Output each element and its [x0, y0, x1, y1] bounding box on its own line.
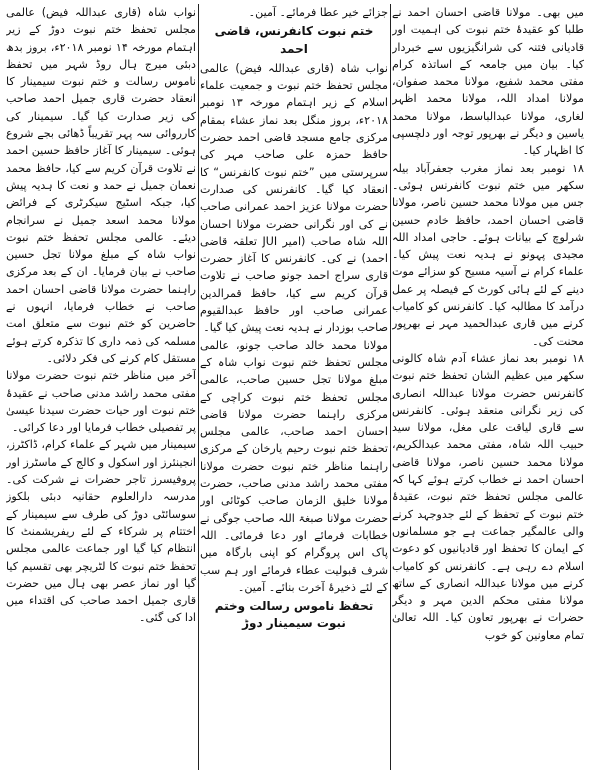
- paragraph: نواب شاہ (قاری عبداللہ فیض) عالمی مجلس تحفظ ختم نبوت دوڑ کے زیر اہتمام مورخہ ۱۴ نومبر ۲۰۱۸ء، بروز بدھ دبئی میرج ہال روڈ شہر میں تحفظ ناموس رسالت و ختم نبوت سیمینار کا انعقاد حضرت قاری جمیل احمد صاحب کی زیر صدارت کیا گیا۔ سیمینار کی کارروائی سہ پہر تقریباً ڈھائی بجے شروع ہوئی۔ سیمینار کا آغاز حافظ حسین احمد نے تلاوت قرآن کریم سے کیا، حافظ محمد نعمان جمیل نے حمد و نعت کا ہدیہ پیش کیا، جبکہ اسٹیج سیکرٹری کے فرائض مولانا محمد اسعد جمیل نے سرانجام دیئے۔ عالمی مجلس تحفظ ختم نبوت نواب شاہ کے مبلغ مولانا تجل حسین صاحب نے بیان فرمایا۔ ان کے بعد مرکزی راہنما حضرت مولانا قاضی احسان احمد صاحب نے خطاب فرمایا، انہوں نے حاضرین کو ختم نبوت سے متعلق امت مسلمہ کی ذمہ داری کا تذکرہ کرتے ہوئے مستقل کام کرنے کی فکر دلائی۔: [6, 6, 196, 365]
- paragraph: سیمینار میں شہر کے علماء کرام، ڈاکٹرز، انجینئرز اور اسکول و کالج کے ماسٹرز اور پروفیسرز تاجر حضرات نے شرکت کی۔ مدرسہ دارالعلوم حقانیہ دبئی بلکوز سوسائٹی دوڑ کی طرف سے سیمینار کے اختتام پر شرکاء کے لئے ریفریشمنٹ کا انتظام کیا گیا اور جماعت عالمی مجلس تحفظ ختم نبوت کا لٹریچر بھی تقسیم کیا گیا اور نماز عصر بھی ہال میں حضرت قاری جمیل احمد صاحب کی اقتداء میں ادا کی گئی۔: [6, 438, 196, 625]
- column-left: [6, 4, 196, 772]
- paragraph: میں بھی۔ مولانا قاضی احسان احمد نے طلبا کو عقیدۂ ختم نبوت کی اہمیت اور قادیانی فتنہ کی شرانگیزیوں سے خبردار کیا۔ بیان میں جامعہ کے اساتذہ کرام مفتی محمد شفیع، مولانا محمد صفوان، مولانا امداد اللہ، مولانا محمد اظہر لغاری، مولانا عبدالباسط، مولانا محمد یاسین و دیگر نے بھرپور توجہ اور دلچسپی کا اظہار کیا۔: [392, 6, 584, 158]
- paragraph: نواب شاہ (قاری عبداللہ فیض) عالمی مجلس تحفظ ختم نبوت و جمعیت علماء اسلام کے زیر اہتمام مورخہ ۱۳ نومبر ۲۰۱۸ء، بروز منگل بعد نماز عشاء بمقام مرکزی جامع مسجد قاضی احمد حضرت حافظ حمزہ علی صاحب مہر کی سرپرستی میں ”ختم نبوت کانفرنس“ کا انعقاد کیا گیا۔ کانفرنس کی صدارت حضرت مولانا عزیز احمد عمرانی صاحب نے کی اور نگرانی حضرت مولانا احسان اللہ شاہ صاحب (امیر JUI تعلقہ قاضی احمد) نے کی۔ کانفرنس کا آغاز حضرت قاری سراج احمد جونو صاحب نے تلاوت قرآن کریم سے کیا، حافظ قمرالدین عمرانی صاحب اور حافظ عبدالقیوم صاحب بوزدار نے ہدیہ نعت پیش کیا گیا۔: [200, 61, 388, 335]
- paragraph: آخر میں مناظر ختم نبوت حضرت مولانا مفتی محمد راشد مدنی صاحب نے عقیدۂ ختم نبوت اور حیات حضرت سیدنا عیسیٰ پر تفصیلی خطاب فرمایا اور دعا کرائی۔: [6, 369, 196, 435]
- article-heading: ختم نبوت کانفرنس، قاضی احمد: [214, 24, 374, 56]
- column-right: [392, 4, 584, 772]
- column-divider: [198, 4, 199, 770]
- paragraph: ۱۸ نومبر بعد نماز مغرب جعفرآباد بیلہ سکھر میں ختم نبوت کانفرنس ہوئی۔ جس میں مولانا محمد حسین ناصر، مولانا قاضی احسان احمد، حافظ خادم حسین شرلوچ کے بیانات ہوئے۔ حاجی امداد اللہ مجیدی پہونو نے ہدیہ نعت پیش کیا۔ علماء کرام نے آسیہ مسیح کو سزائے موت دینے کے لئے ہائی کورٹ کے فیصلہ پر عمل درآمد کا مطالبہ کیا۔ کانفرنس کو کامیاب کرنے میں قاری عبدالحمید مہر نے بھرپور محنت کی۔: [392, 161, 584, 348]
- paragraph: جزائے خیر عطا فرمائے۔ آمین۔: [248, 6, 388, 19]
- column-middle: [200, 4, 388, 772]
- column-divider: [390, 4, 391, 770]
- paragraph: مولانا محمد خالد صاحب جونو، عالمی مجلس تحفظ ختم نبوت نواب شاہ کے مبلغ مولانا تجل حسین صاحب، عالمی مجلس تحفظ ختم نبوت کراچی کے مرکزی راہنما حضرت مولانا قاضی احسان احمد صاحب، عالمی مجلس تحفظ ختم نبوت رحیم یارخان کے مرکزی راہنما مناظر ختم نبوت حضرت مولانا مفتی محمد راشد مدنی صاحب، حضرت مولانا خلیق الزمان صاحب کوٹائی اور حضرت مولانا صبغۃ اللہ صاحب جوگی نے خطابات فرمائے اور دعا فرمائی۔ اللہ پاک اس پروگرام کو اپنی بارگاہ میں شرف قبولیت عطاء فرمائے اور ہم سب کے لئے ذخیرۂ آخرت بنائے۔ آمین۔: [200, 338, 388, 594]
- paragraph: ۱۸ نومبر بعد نماز عشاء آدم شاہ کالونی سکھر میں عظیم الشان تحفظ ختم نبوت کانفرنس حضرت مولانا عبداللہ انصاری کی زیر نگرانی منعقد ہوئی۔ کانفرنس سے قاری لیاقت علی مغل، مولانا سید حبیب اللہ شاہ، مفتی محمد عبدالکریم، مولانا محمد حسین ناصر، مولانا قاضی احسان احمد نے خطاب کرتے ہوئے کہا کہ عالمی مجلس تحفظ ختم نبوت، عقیدۂ ختم نبوت کے تحفظ کے لئے جدوجہد کرنے والی عالمگیر جماعت ہے جو مسلمانوں کے ایمان کا تحفظ اور قادیانیوں کو دعوت اسلام دے رہی ہے۔ کانفرنس کو کامیاب کرنے میں مولانا عبداللہ انصاری کے ساتھ مولانا مفتی محکم الدین مہر و دیگر حضرات نے بھرپور تعاون کیا۔ اللہ تعالیٰ تمام معاونین کو خوب: [392, 351, 584, 642]
- article-heading: تحفظ ناموس رسالت وختم نبوت سیمینار دوڑ: [214, 599, 374, 631]
